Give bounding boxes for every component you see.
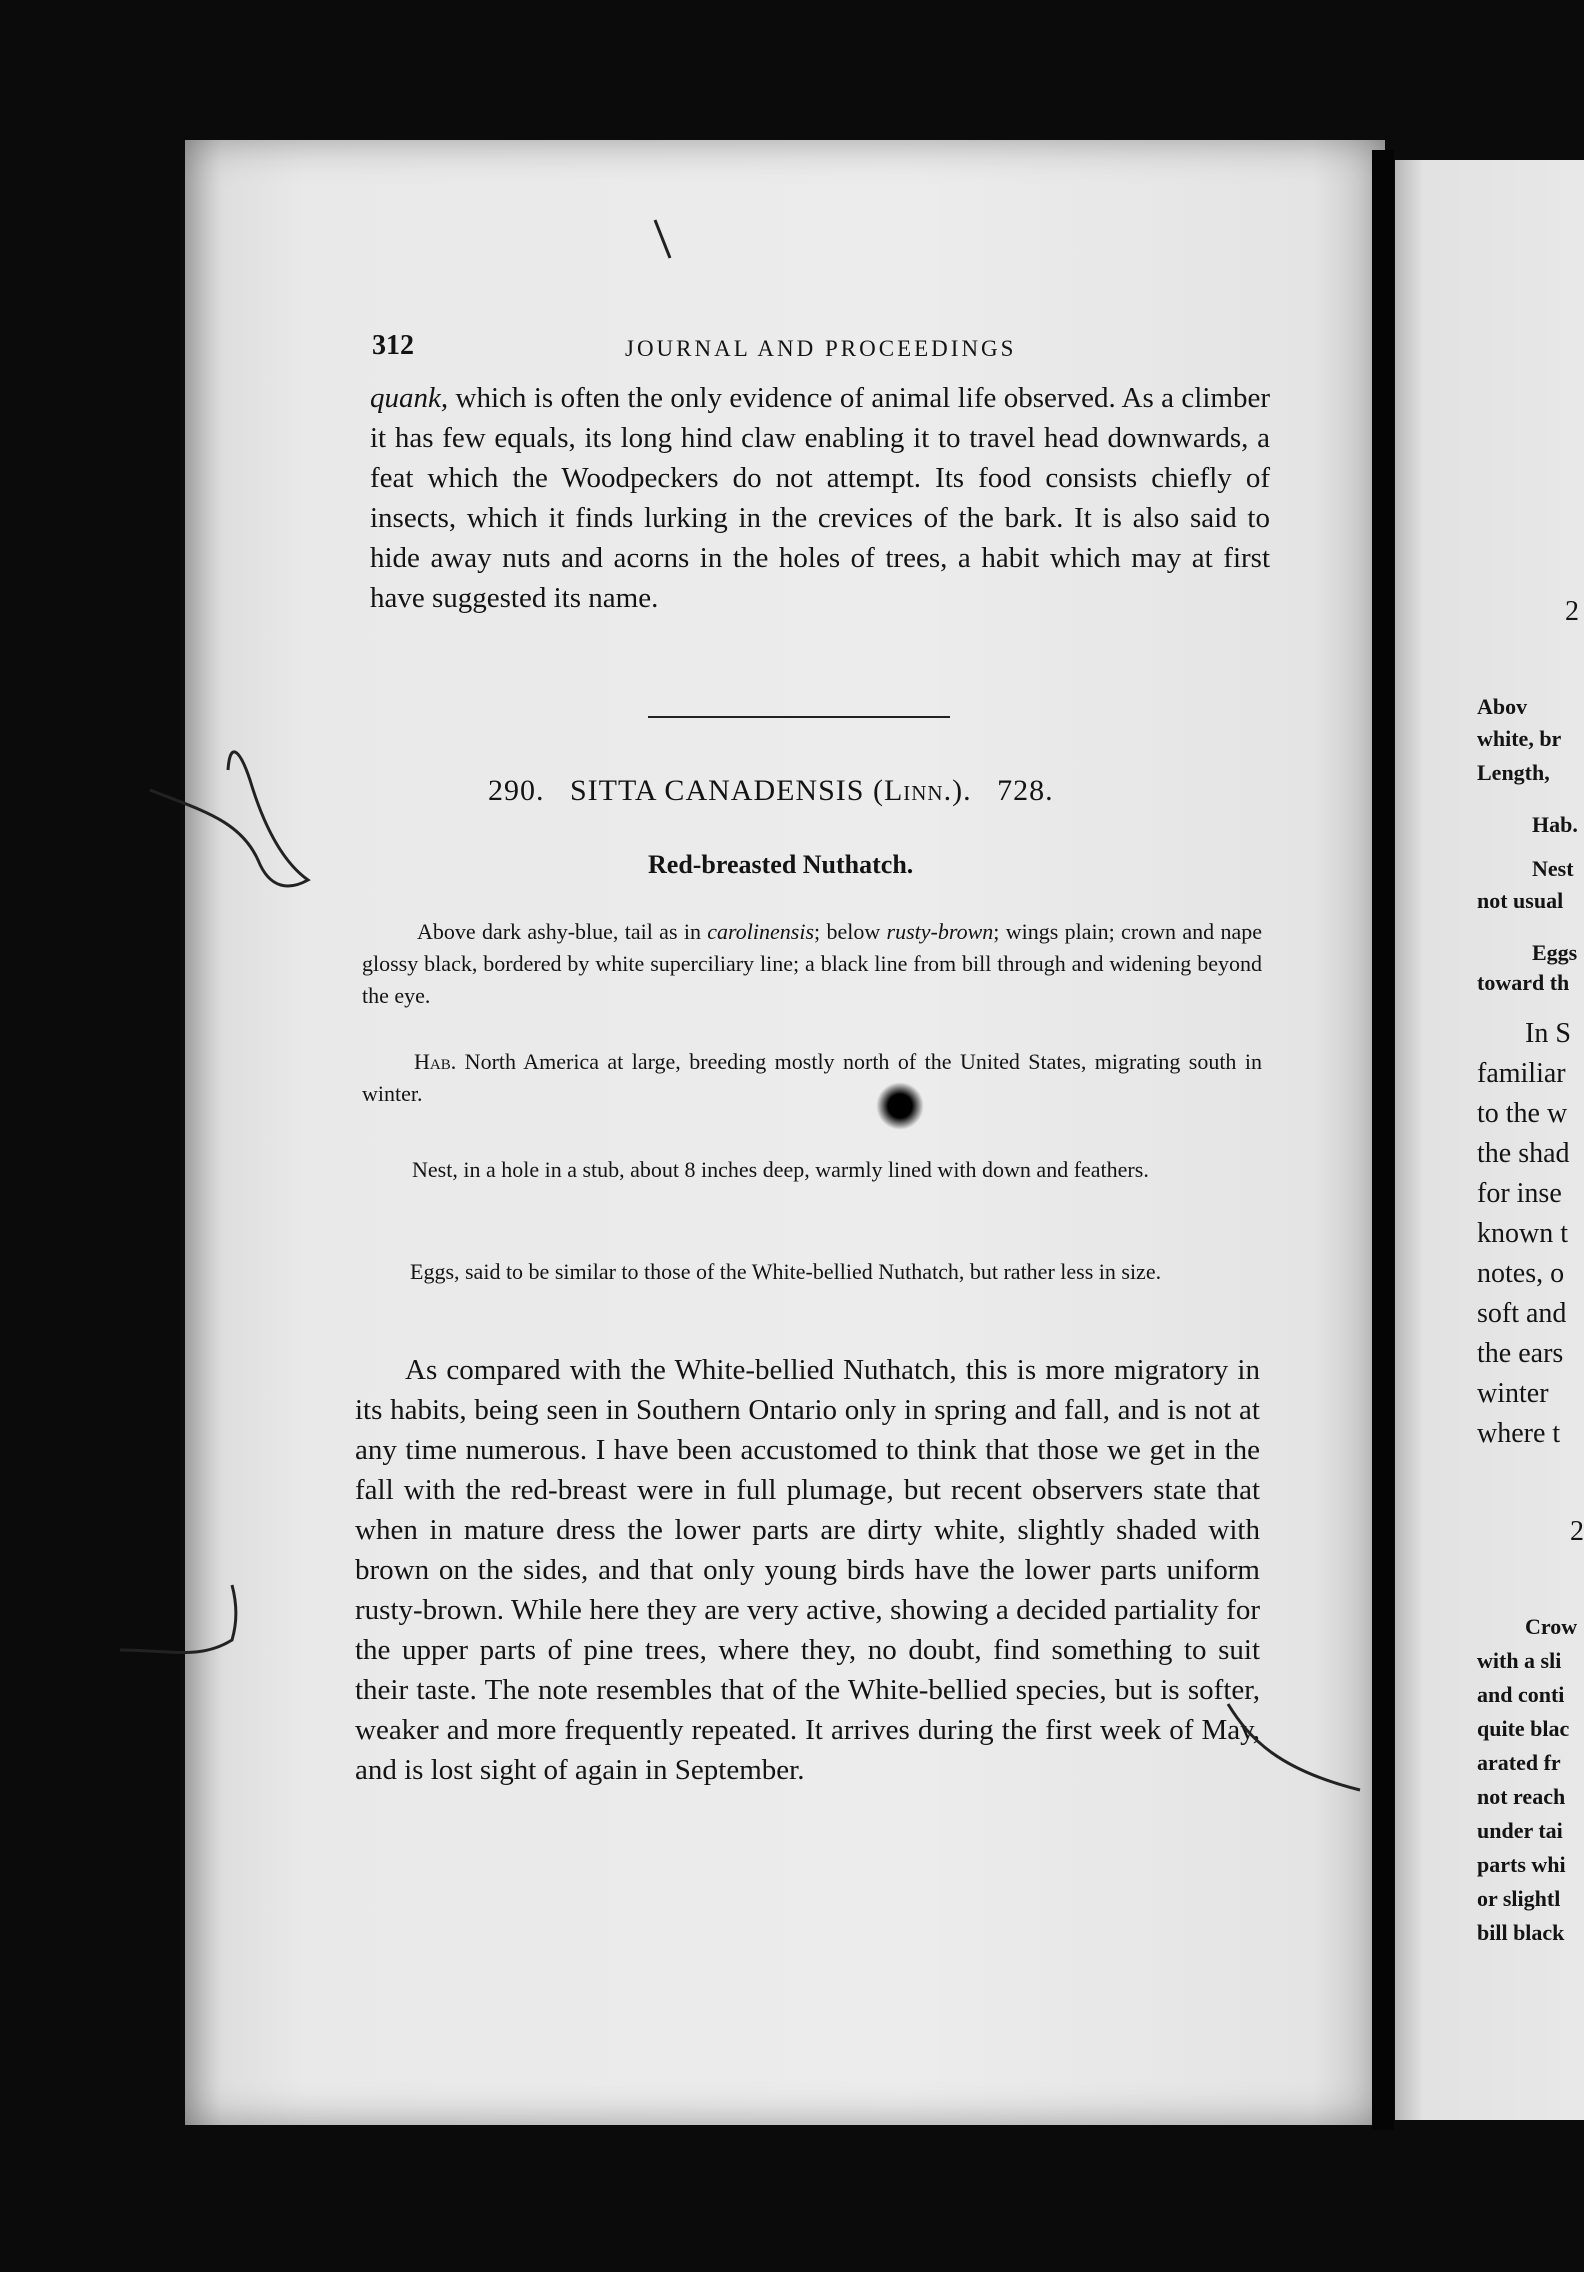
entry-number: 290.	[488, 774, 545, 807]
hab-label: Hab.	[414, 1049, 457, 1074]
right-page-number-bottom: 2	[1570, 1516, 1584, 1547]
entry-code: 728.	[997, 774, 1054, 807]
right-line: to the w	[1477, 1098, 1568, 1129]
pencil-stroke-right	[1228, 1704, 1360, 1790]
right-line: for inse	[1477, 1178, 1562, 1209]
desc-text-1: Above dark ashy-blue, tail as in	[417, 919, 708, 944]
right-line: Length,	[1477, 760, 1550, 785]
right-line: and conti	[1477, 1682, 1565, 1707]
right-line: winter	[1477, 1378, 1549, 1409]
nest-note: Nest, in a hole in a stub, about 8 inches deep, warmly lined with down and feathers.	[412, 1157, 1149, 1182]
intro-rest: As a climber it has few equals, its long hind claw enabling it to travel head downwards, a feat which the Woodpeckers do not attempt. Its food consists chiefly of insects, which it finds lurking in the crevices of the bark. It is also said to hide away nuts and acorns in the holes of trees, a habit which may at first have suggested its name.	[370, 382, 1271, 614]
right-line: known t	[1477, 1218, 1568, 1249]
common-name: Red-breasted Nuthatch.	[648, 850, 914, 879]
right-line: In S	[1525, 1018, 1571, 1049]
right-line: the ears	[1477, 1338, 1564, 1369]
right-line: familiar	[1477, 1058, 1566, 1089]
page-number: 312	[372, 330, 414, 361]
intro-line1: which is often the only evidence of animal life observed.	[448, 382, 1116, 414]
right-line: Hab.	[1532, 812, 1578, 837]
right-line: the shad	[1477, 1138, 1570, 1169]
narrative-paragraph: As compared with the White-bellied Nuthatch, this is more migratory in its habits, being seen in Southern Ontario only in spring and fall, and is not at any time numerous. I have been accustomed to think that those we get in the fall with the red-breast were in full plumage, but recent observers state that when in mature dress the lower parts are dirty white, slightly shaded with brown on the sides, and that only young birds have the lower parts uniform rusty-brown. While here they are very active, showing a decided partiality for the upper parts of pine trees, where they, no doubt, find something to suit their taste. The note resembles that of the White-bellied species, but is softer, weaker and more frequently repeated. It arrives during the first week of May, and is lost sight of again in September.	[355, 1354, 1260, 1786]
species-name: SITTA CANADENSIS	[570, 774, 865, 807]
right-line: with a sli	[1477, 1648, 1562, 1673]
right-line: Nest	[1532, 856, 1574, 881]
right-line: arated fr	[1477, 1750, 1561, 1775]
eggs-note: Eggs, said to be similar to those of the White-bellied Nuthatch, but rather less in size.	[410, 1259, 1162, 1284]
right-line: Abov	[1477, 694, 1528, 719]
desc-italic-2: rusty-brown	[886, 919, 994, 944]
authority: (Linn.).	[872, 774, 972, 807]
right-line: bill black	[1477, 1920, 1565, 1945]
right-line: where t	[1477, 1418, 1561, 1449]
right-line: parts whi	[1477, 1852, 1566, 1877]
running-head: JOURNAL AND PROCEEDINGS	[625, 336, 1017, 361]
right-line: Crow	[1525, 1614, 1578, 1639]
desc-text-2: ; below	[814, 919, 887, 944]
pencil-scribble-left	[150, 752, 308, 886]
right-line: not usual	[1477, 888, 1564, 913]
pencil-tick	[655, 220, 670, 258]
right-line: notes, o	[1477, 1258, 1565, 1289]
right-line: Eggs	[1532, 940, 1578, 965]
right-line: not reach	[1477, 1784, 1566, 1809]
right-line: quite blac	[1477, 1716, 1570, 1741]
right-line: soft and	[1477, 1298, 1567, 1329]
right-page-number-top: 2	[1565, 596, 1579, 627]
hab-text: North America at large, breeding mostly north of the United States, migrating south in winter.	[362, 1049, 1262, 1106]
intro-italic-word: quank,	[370, 382, 449, 414]
desc-text-3: ; wings plain; crown and nape glossy black, bordered by white superciliary line; a black line from bill through and widening beyond the eye.	[362, 919, 1262, 1008]
desc-italic-1: carolinensis	[707, 919, 815, 944]
right-line: or slightl	[1477, 1886, 1561, 1911]
right-line: under tai	[1477, 1818, 1563, 1843]
right-line: toward th	[1477, 970, 1570, 995]
pencil-scribble-lower	[120, 1585, 236, 1653]
right-line: white, br	[1477, 726, 1562, 751]
